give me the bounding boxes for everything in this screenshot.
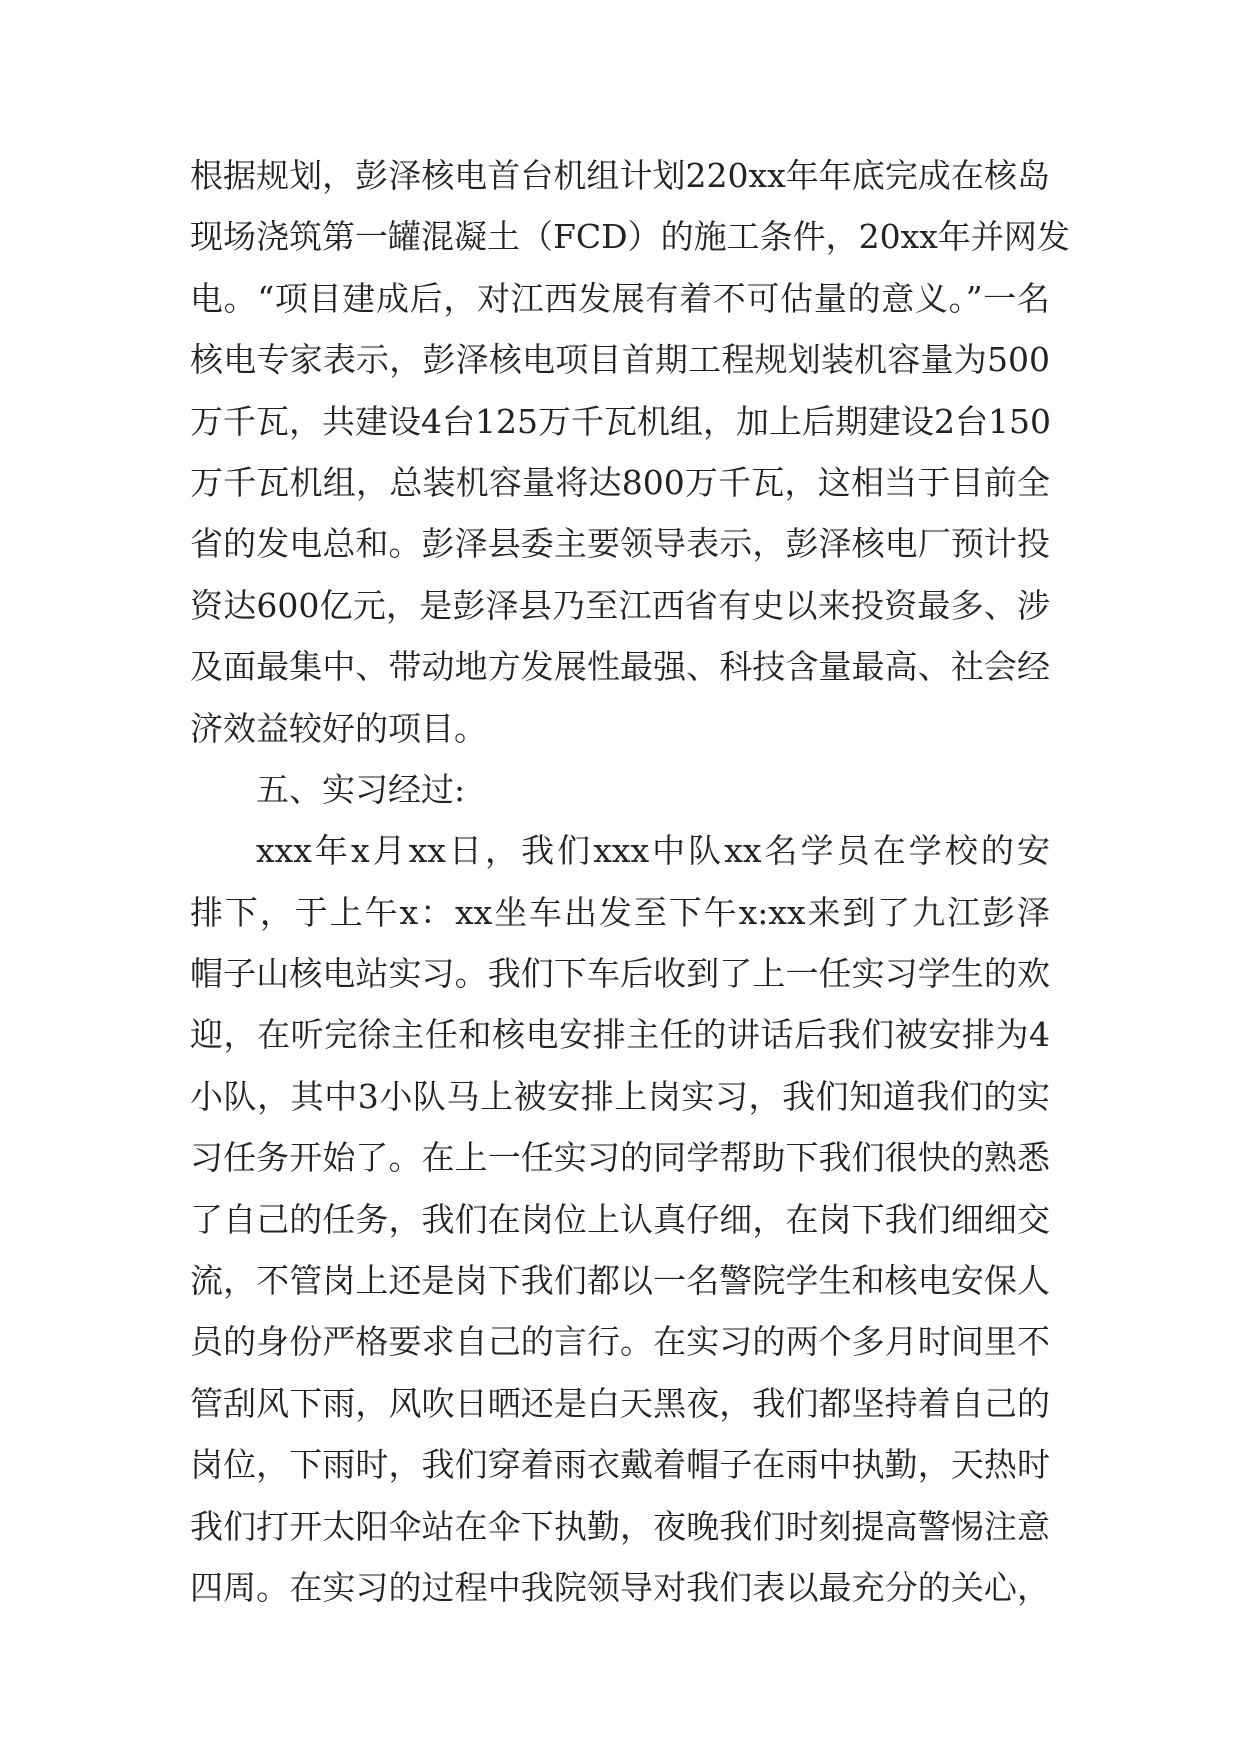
text-line: 习任务开始了。在上一任实习的同学帮助下我们很快的熟悉 bbox=[190, 1138, 1050, 1178]
text-line: 员的身份严格要求自己的言行。在实习的两个多月时间里不 bbox=[190, 1322, 1050, 1362]
text-line: 现场浇筑第一罐混凝土（FCD）的施工条件，20xx年并网发 bbox=[190, 217, 1070, 257]
text-line: 小队，其中3小队马上被安排上岗实习，我们知道我们的实 bbox=[190, 1076, 1050, 1116]
text-line: 及面最集中、带动地方发展性最强、科技含量最高、社会经 bbox=[190, 647, 1050, 687]
text-line: 万千瓦，共建设4台125万千瓦机组，加上后期建设2台150 bbox=[190, 401, 1051, 441]
text-line: 流，不管岗上还是岗下我们都以一名警院学生和核电安保人 bbox=[190, 1261, 1050, 1301]
text-line: 四周。在实习的过程中我院领导对我们表以最充分的关心， bbox=[190, 1567, 1050, 1607]
text-line: 核电专家表示，彭泽核电项目首期工程规划装机容量为500 bbox=[190, 340, 1050, 380]
text-line: 根据规划，彭泽核电首台机组计划220xx年年底完成在核岛 bbox=[190, 156, 1050, 195]
text-line: 排下，于上午x：xx坐车出发至下午x:xx来到了九江彭泽 bbox=[190, 892, 1050, 932]
body-text bbox=[190, 145, 1070, 1618]
text-line: 迎，在听完徐主任和核电安排主任的讲话后我们被安排为4 bbox=[190, 1015, 1050, 1055]
text-line: 岗位，下雨时，我们穿着雨衣戴着帽子在雨中执勤，天热时 bbox=[190, 1445, 1050, 1485]
text-line: xxx年x月xx日，我们xxx中队xx名学员在学校的安 bbox=[256, 831, 1050, 871]
text-line: 万千瓦机组，总装机容量将达800万千瓦，这相当于目前全 bbox=[190, 462, 1050, 502]
text-line: 资达600亿元，是彭泽县乃至江西省有史以来投资最多、涉 bbox=[190, 585, 1050, 625]
text-line: 省的发电总和。彭泽县委主要领导表示，彭泽核电厂预计投 bbox=[190, 524, 1050, 564]
text-line: 管刮风下雨，风吹日晒还是白天黑夜，我们都坚持着自己的 bbox=[190, 1383, 1050, 1423]
text-line: 我们打开太阳伞站在伞下执勤，夜晚我们时刻提高警惕注意 bbox=[190, 1506, 1050, 1546]
text-line: 了自己的任务，我们在岗位上认真仔细，在岗下我们细细交 bbox=[190, 1199, 1050, 1239]
text-line: 帽子山核电站实习。我们下车后收到了上一任实习学生的欢 bbox=[190, 954, 1050, 994]
section-heading: 五、实习经过: bbox=[256, 769, 466, 809]
text-line: 济效益较好的项目。 bbox=[190, 708, 487, 748]
text-line: 电。“项目建成后，对江西发展有着不可估量的意义。”一名 bbox=[190, 278, 1050, 318]
